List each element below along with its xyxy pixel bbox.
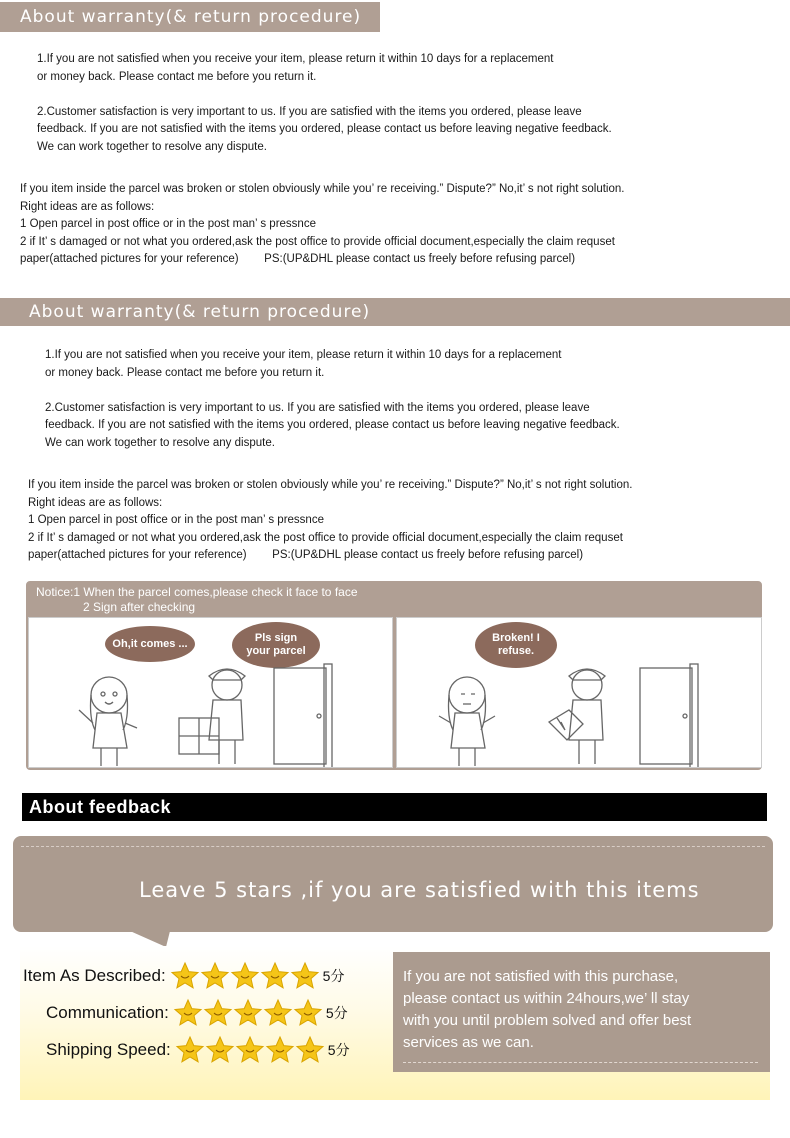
feedback-banner bbox=[13, 836, 773, 932]
warranty-instructions-2 bbox=[28, 477, 632, 565]
policy-line: feedback. If you are not satisfied with the items you ordered, please contact us before leaving negative feedback. bbox=[37, 123, 612, 135]
contact-line: services as we can. bbox=[403, 1034, 534, 1051]
cartoon-scene-icon bbox=[29, 618, 393, 768]
instruction-line: Right ideas are as follows: bbox=[20, 200, 155, 213]
speech-bubble-girl: Oh,it comes ... bbox=[105, 626, 195, 662]
star-icon bbox=[175, 1035, 205, 1065]
instruction-line: paper(attached pictures for your reference) PS:(UP&DHL please contact us freely before refusing parcel) bbox=[28, 549, 584, 561]
banner-divider bbox=[21, 846, 765, 847]
policy-line: We can work together to resolve any dispute. bbox=[37, 140, 267, 153]
illustration-check-parcel bbox=[28, 617, 393, 768]
instruction-line: If you item inside the parcel was broken or stolen obviously while you’ re receiving.” Dispute?” No,it’ s not right solution. bbox=[28, 479, 633, 491]
contact-line: If you are not satisfied with this purchase, bbox=[403, 968, 679, 985]
notice-box bbox=[26, 581, 762, 770]
policy-line: 1.If you are not satisfied when you receive your item, please return it within 10 days for a replacement bbox=[45, 349, 562, 361]
rating-score: 5分 bbox=[322, 968, 345, 984]
policy-line: 2.Customer satisfaction is very important to us. If you are satisfied with the items you ordered, please leave bbox=[37, 105, 582, 118]
notice-line-2: 2 Sign after checking bbox=[83, 600, 196, 614]
banner-text: Leave 5 stars ,if you are satisfied with this items bbox=[139, 878, 700, 902]
star-icon bbox=[293, 998, 323, 1028]
warranty-instructions-1 bbox=[20, 181, 624, 269]
star-icon bbox=[235, 1035, 265, 1065]
rating-label: Item As Described: bbox=[23, 966, 166, 985]
rating-row-communication bbox=[46, 998, 348, 1028]
star-icon bbox=[230, 961, 260, 991]
instruction-line: 2 if It’ s damaged or not what you ordered,ask the post office to provide official document,especially the claim requset bbox=[28, 531, 623, 544]
star-icon bbox=[263, 998, 293, 1028]
instruction-line: If you item inside the parcel was broken or stolen obviously while you’ re receiving.” Dispute?” No,it’ s not right solution. bbox=[20, 183, 625, 195]
rating-row-item-described bbox=[23, 961, 344, 991]
policy-line: or money back. Please contact me before you return it. bbox=[45, 366, 325, 379]
star-rating bbox=[173, 998, 323, 1028]
instruction-line: paper(attached pictures for your reference) PS:(UP&DHL please contact us freely before refusing parcel) bbox=[20, 253, 576, 265]
instruction-line: 1 Open parcel in post office or in the post man’ s pressnce bbox=[28, 514, 324, 526]
star-icon bbox=[295, 1035, 325, 1065]
star-icon bbox=[205, 1035, 235, 1065]
contact-divider bbox=[403, 1062, 758, 1063]
policy-line: 2.Customer satisfaction is very important to us. If you are satisfied with the items you ordered, please leave bbox=[45, 401, 590, 414]
feedback-header: About feedback bbox=[22, 793, 767, 821]
warranty-header-1: About warranty(& return procedure) bbox=[0, 2, 380, 32]
star-icon bbox=[265, 1035, 295, 1065]
policy-line: We can work together to resolve any dispute. bbox=[45, 436, 275, 449]
star-icon bbox=[233, 998, 263, 1028]
instruction-line: Right ideas are as follows: bbox=[28, 496, 163, 509]
star-icon bbox=[260, 961, 290, 991]
star-icon bbox=[290, 961, 320, 991]
star-icon bbox=[170, 961, 200, 991]
policy-line: feedback. If you are not satisfied with the items you ordered, please contact us before leaving negative feedback. bbox=[45, 419, 620, 431]
speech-bubble-broken: Broken! I refuse. bbox=[475, 622, 557, 668]
warranty-policy-1 bbox=[37, 51, 612, 156]
star-icon bbox=[203, 998, 233, 1028]
rating-score: 5分 bbox=[327, 1042, 350, 1058]
contact-notice bbox=[393, 952, 770, 1072]
star-rating bbox=[170, 961, 320, 991]
rating-score: 5分 bbox=[325, 1005, 348, 1021]
instruction-line: 2 if It’ s damaged or not what you ordered,ask the post office to provide official document,especially the claim requset bbox=[20, 235, 615, 248]
warranty-policy-2 bbox=[45, 347, 620, 452]
cartoon-refuse-icon bbox=[397, 618, 762, 768]
rating-label: Shipping Speed: bbox=[46, 1040, 171, 1059]
star-icon bbox=[200, 961, 230, 991]
star-icon bbox=[173, 998, 203, 1028]
star-rating bbox=[175, 1035, 325, 1065]
rating-label: Communication: bbox=[46, 1003, 169, 1022]
notice-line-1: Notice:1 When the parcel comes,please check it face to face bbox=[36, 585, 358, 599]
notice-text bbox=[36, 585, 358, 615]
contact-line: with you until problem solved and offer best bbox=[403, 1012, 692, 1029]
contact-line: please contact us within 24hours,we’ ll stay bbox=[403, 990, 690, 1007]
instruction-line: 1 Open parcel in post office or in the post man’ s pressnce bbox=[20, 218, 316, 230]
policy-line: or money back. Please contact me before you return it. bbox=[37, 70, 317, 83]
speech-bubble-courier: Pls sign your parcel bbox=[232, 622, 320, 668]
policy-line: 1.If you are not satisfied when you receive your item, please return it within 10 days for a replacement bbox=[37, 53, 554, 65]
rating-row-shipping-speed bbox=[46, 1035, 350, 1065]
illustration-refuse-parcel bbox=[396, 617, 762, 768]
warranty-header-2: About warranty(& return procedure) bbox=[0, 298, 790, 326]
